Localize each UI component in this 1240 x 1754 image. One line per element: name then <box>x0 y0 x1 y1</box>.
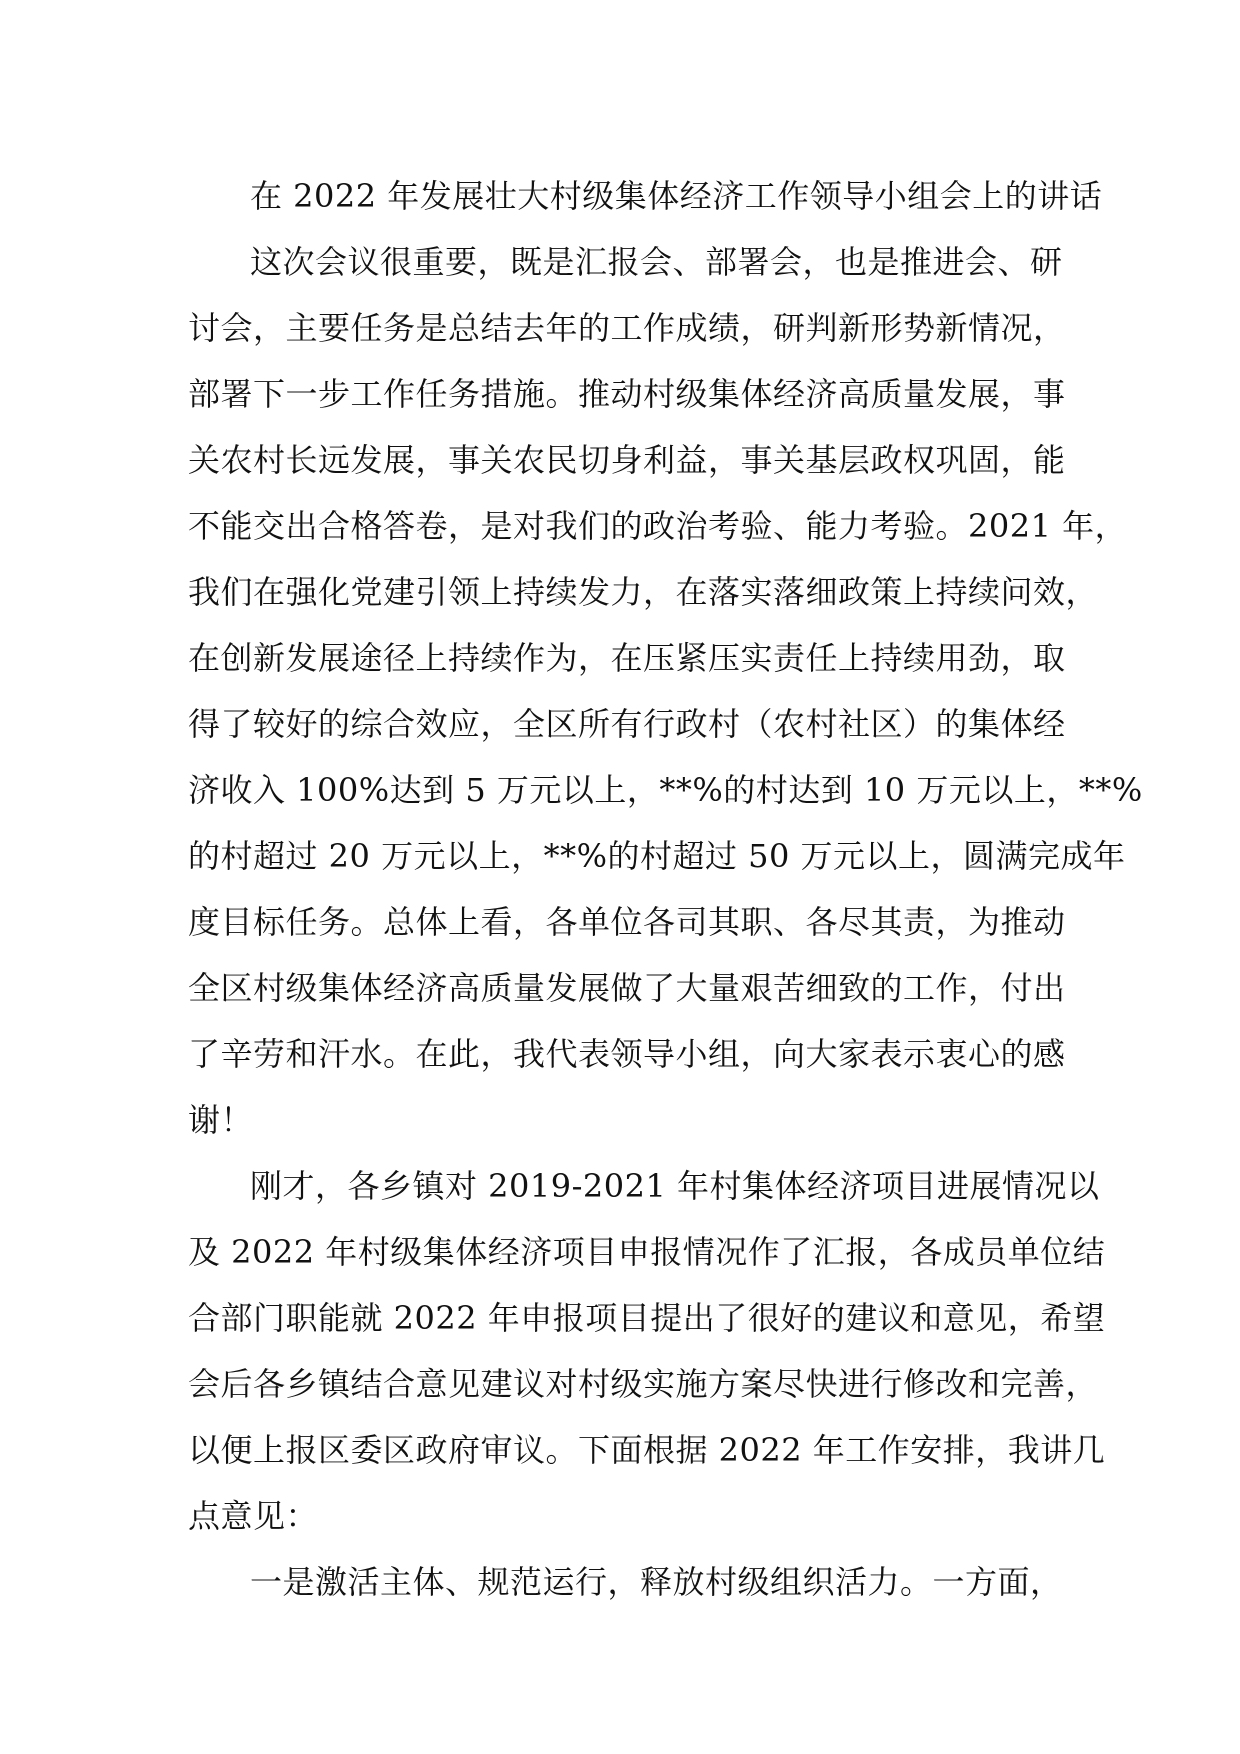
paragraph-line: 会后各乡镇结合意见建议对村级实施方案尽快进行修改和完善， <box>188 1365 1099 1403</box>
paragraph-line: 的村超过 20 万元以上，**%的村超过 50 万元以上，圆满完成年 <box>188 837 1126 875</box>
paragraph-line: 了辛劳和汗水。在此，我代表领导小组，向大家表示衷心的感 <box>188 1035 1066 1073</box>
paragraph-line: 合部门职能就 2022 年申报项目提出了很好的建议和意见，希望 <box>188 1299 1106 1337</box>
paragraph-line: 济收入 100%达到 5 万元以上，**%的村达到 10 万元以上，**% <box>188 771 1143 809</box>
paragraph-line: 点意见： <box>188 1497 319 1535</box>
paragraph-line: 部署下一步工作任务措施。推动村级集体经济高质量发展，事 <box>188 375 1066 413</box>
paragraph-line: 在创新发展途径上持续作为，在压紧压实责任上持续用劲，取 <box>188 639 1066 677</box>
paragraph-line: 刚才，各乡镇对 2019-2021 年村集体经济项目进展情况以 <box>250 1167 1100 1205</box>
paragraph-line: 谢！ <box>188 1101 254 1139</box>
paragraph-line: 度目标任务。总体上看，各单位各司其职、各尽其责，为推动 <box>188 903 1066 941</box>
paragraph-line: 得了较好的综合效应，全区所有行政村（农村社区）的集体经 <box>188 705 1066 743</box>
paragraph-line: 不能交出合格答卷，是对我们的政治考验、能力考验。2021 年， <box>188 507 1128 545</box>
paragraph-line: 我们在强化党建引领上持续发力，在落实落细政策上持续问效， <box>188 573 1099 611</box>
paragraph-line: 这次会议很重要，既是汇报会、部署会，也是推进会、研 <box>250 243 1063 281</box>
paragraph-line: 一是激活主体、规范运行，释放村级组织活力。一方面， <box>250 1563 1063 1601</box>
paragraph-line: 全区村级集体经济高质量发展做了大量艰苦细致的工作，付出 <box>188 969 1066 1007</box>
paragraph-line: 及 2022 年村级集体经济项目申报情况作了汇报，各成员单位结 <box>188 1233 1106 1271</box>
paragraph-line: 关农村长远发展，事关农民切身利益，事关基层政权巩固，能 <box>188 441 1066 479</box>
document-title: 在 2022 年发展壮大村级集体经济工作领导小组会上的讲话 <box>250 177 1103 215</box>
paragraph-line: 以便上报区委区政府审议。下面根据 2022 年工作安排，我讲几 <box>188 1431 1106 1469</box>
paragraph-line: 讨会，主要任务是总结去年的工作成绩，研判新形势新情况， <box>188 309 1066 347</box>
